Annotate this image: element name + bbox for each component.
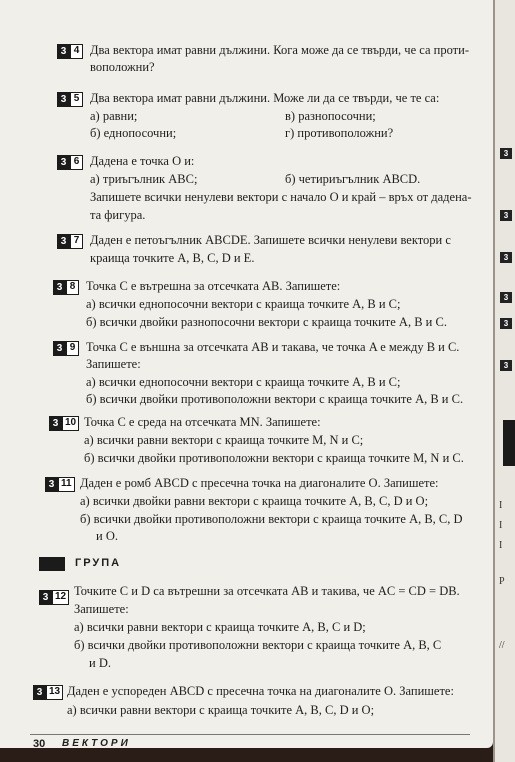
list-item: а) всички еднопосочни вектори с краища точките A, B и C; <box>86 375 401 389</box>
problem-badge: 3 7 <box>57 234 83 249</box>
page-fragment: // <box>499 640 505 651</box>
problem-text: та фигура. <box>90 208 146 222</box>
problem-badge: 3 10 <box>49 416 79 431</box>
option: б) еднопосочни; <box>90 126 177 140</box>
problem-badge: 3 5 <box>57 92 83 107</box>
list-item: а) всички равни вектори с краища точките A, B, C, D и O; <box>67 703 375 717</box>
page-badge: 3 <box>500 148 512 159</box>
option: б) четириъгълник ABCD. <box>285 172 421 186</box>
problem-text: Точка C е среда на отсечката MN. Запишете: <box>84 415 321 429</box>
list-item: и D. <box>89 656 111 670</box>
list-item: б) всички двойки разнопосочни вектори с краища точките A, B и C. <box>86 315 447 329</box>
problem-badge: 3 9 <box>53 341 79 356</box>
problem-badge: 3 6 <box>57 155 83 170</box>
list-item: б) всички двойки противоположни вектори с краища точките M, N и C. <box>84 451 464 465</box>
option: а) триъгълник ABC; <box>90 172 198 186</box>
problem-text: Точка C е вътрешна за отсечката AB. Запишете: <box>86 279 341 293</box>
list-item: а) всички двойки равни вектори с краища точките A, B, C, D и O; <box>80 494 429 508</box>
problem-text: Даден е успореден ABCD с пресечна точка на диагоналите O. Запишете: <box>67 684 454 698</box>
list-item: а) всички равни вектори с краища точките A, B, C и D; <box>74 620 366 634</box>
problem-text: Точка C е външна за отсечката AB и такава, че точка A е между B и C. <box>86 340 460 354</box>
list-item: б) всички двойки противоположни вектори с краища точките A, B, C <box>74 638 442 652</box>
option: г) противоположни? <box>285 126 394 140</box>
page-badge: 3 <box>500 360 512 371</box>
running-title: ВЕКТОРИ <box>62 738 131 748</box>
footer-rule <box>30 734 470 735</box>
problem-text: Точките C и D са вътрешни за отсечката AB и такива, че AC = CD = DB. <box>74 584 460 598</box>
problem-text: Даден е ромб ABCD с пресечна точка на диагоналите O. Запишете: <box>80 476 439 490</box>
group-badge <box>39 557 65 571</box>
dark-block <box>503 420 515 466</box>
group-label: ГРУПА <box>75 557 122 569</box>
page-fragment: I <box>499 500 503 511</box>
problem-text: Запишете: <box>86 357 141 371</box>
problem-badge: 3 12 <box>39 590 69 605</box>
list-item: б) всички двойки противоположни вектори с краища точките A, B, C, D <box>80 512 463 526</box>
page-fragment: I <box>499 520 503 531</box>
list-item: б) всички двойки противоположни вектори с краища точките A, B и C. <box>86 392 464 406</box>
page-number: 30 <box>33 738 46 748</box>
problem-badge: 3 4 <box>57 44 83 59</box>
option: а) равни; <box>90 109 138 123</box>
problem-text: Два вектора имат равни дължини. Може ли да се твърди, че те са: <box>90 91 440 105</box>
problem-text: краища точките A, B, C, D и E. <box>90 251 255 265</box>
page-badge: 3 <box>500 210 512 221</box>
problem-text: Запишете: <box>74 602 129 616</box>
page-fragment: P <box>499 576 505 587</box>
page-badge: 3 <box>500 292 512 303</box>
problem-badge: 3 8 <box>53 280 79 295</box>
page-badge: 3 <box>500 318 512 329</box>
list-item: а) всички равни вектори с краища точките M, N и C; <box>84 433 364 447</box>
page-fragment: I <box>499 540 503 551</box>
problem-badge: 3 13 <box>33 685 63 700</box>
problem-text: Дадена е точка O и: <box>90 154 195 168</box>
problem-text: Запишете всички ненулеви вектори с начало O и край – връх от дадена- <box>90 190 472 204</box>
facing-page-edge <box>493 0 515 762</box>
problem-text: воположни? <box>90 60 155 74</box>
list-item: и O. <box>96 529 118 543</box>
problem-text: Два вектора имат равни дължини. Кога може да се твърди, че са проти- <box>90 43 469 57</box>
list-item: а) всички еднопосочни вектори с краища точките A, B и C; <box>86 297 401 311</box>
page-badge: 3 <box>500 252 512 263</box>
option: в) разнопосочни; <box>285 109 376 123</box>
problem-badge: 3 11 <box>45 477 75 492</box>
problem-text: Даден е петоъгълник ABCDE. Запишете всички ненулеви вектори с <box>90 233 451 247</box>
